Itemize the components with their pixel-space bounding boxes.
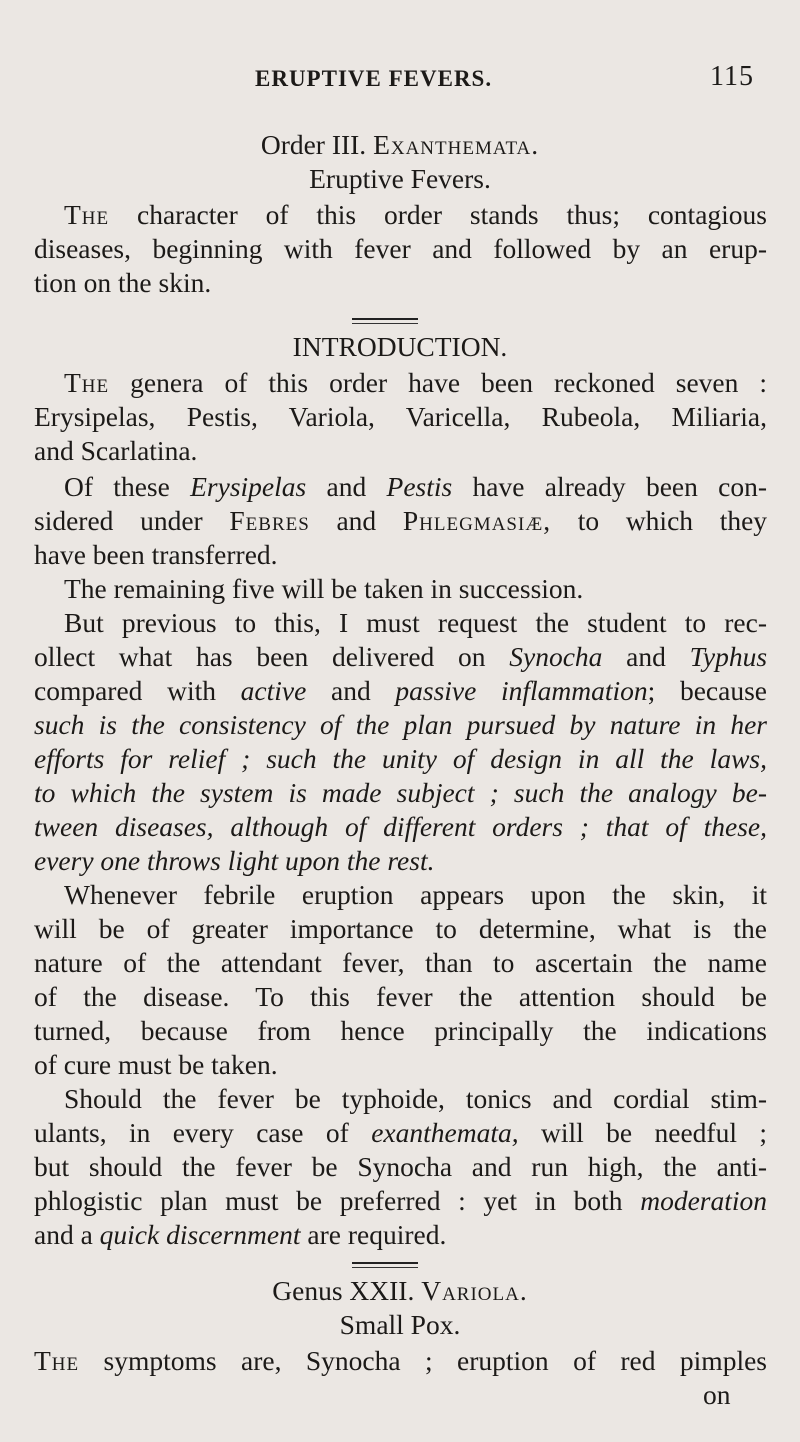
text-line — [64, 366, 767, 400]
italic-term: Pestis — [386, 471, 453, 502]
line-text: and — [336, 505, 377, 536]
order-prefix: Order III. — [260, 129, 367, 160]
text-line: turned, because from hence principally the indications — [34, 1015, 767, 1046]
line-text: ollect what has been delivered on — [34, 641, 486, 672]
italic-term: passive inflammation — [395, 675, 648, 706]
line-text: ulants, in every case of — [34, 1117, 349, 1148]
text-line — [34, 674, 767, 708]
italic-term: active — [240, 675, 307, 706]
italic-term: Typhus — [689, 641, 768, 672]
text-line: The remaining five will be taken in succession. — [64, 573, 584, 604]
line-text: are required. — [307, 1219, 447, 1250]
text-line — [64, 470, 767, 504]
line-text: character of this order stands thus; contagious — [137, 199, 767, 230]
line-text: and — [326, 471, 367, 502]
italic-line: every one throws light upon the rest. — [34, 845, 435, 876]
line-text: compared with — [34, 675, 216, 706]
genus-heading — [0, 1274, 800, 1308]
text-line — [34, 708, 767, 742]
catchword: on — [703, 1379, 731, 1410]
text-line: but should the fever be Synocha and run high, the anti- — [34, 1151, 767, 1182]
smallcaps-term: Phlegmasiæ, — [402, 505, 552, 536]
italic-term: quick discernment — [99, 1219, 301, 1250]
order-heading — [0, 128, 800, 162]
order-subtitle: Eruptive Fevers. — [309, 163, 491, 194]
italic-line: such is the consistency of the plan pursued by nature in her — [34, 709, 767, 740]
drop-word: The — [64, 199, 110, 230]
text-line — [34, 1116, 767, 1150]
text-line — [34, 640, 767, 674]
italic-line: tween diseases, although of different orders ; that of these, — [34, 811, 767, 842]
text-line — [34, 742, 767, 776]
line-text: have already been con- — [472, 471, 768, 502]
line-text: symptoms are, Synocha ; eruption of red pimples — [103, 1345, 767, 1376]
section-rule — [352, 318, 418, 320]
text-line: have been transferred. — [34, 539, 278, 570]
italic-line: efforts for relief ; such the unity of design in all the laws, — [34, 743, 767, 774]
text-line: Erysipelas, Pestis, Variola, Varicella, Rubeola, Miliaria, — [34, 401, 767, 432]
line-text: sidered under — [34, 505, 203, 536]
text-line: nature of the attendant fever, than to ascertain the name — [34, 947, 767, 978]
text-line: Whenever febrile eruption appears upon the skin, it — [64, 879, 767, 910]
text-line — [34, 844, 767, 878]
text-line — [34, 1184, 767, 1218]
line-text: to which they — [577, 505, 768, 536]
text-line: Should the fever be typhoide, tonics and cordial stim- — [64, 1083, 767, 1114]
line-text: will be needful ; — [540, 1117, 767, 1148]
genus-name: Variola. — [421, 1275, 528, 1306]
text-line: and Scarlatina. — [34, 435, 198, 466]
line-text: and a — [34, 1219, 93, 1250]
line-text: and — [330, 675, 371, 706]
text-line — [64, 198, 767, 232]
line-text: genera of this order have been reckoned seven : — [130, 367, 768, 398]
text-line: diseases, beginning with fever and followed by an erup- — [34, 233, 767, 264]
italic-term: exanthemata, — [371, 1117, 519, 1148]
text-line — [34, 1218, 767, 1252]
section-rule — [352, 1262, 418, 1264]
drop-word: The — [64, 367, 110, 398]
text-line — [34, 810, 767, 844]
line-text: ; because — [647, 675, 768, 706]
italic-term: Synocha — [509, 641, 603, 672]
line-text: Of these — [64, 471, 170, 502]
page-number: 115 — [710, 61, 754, 92]
text-line: of the disease. To this fever the attention should be — [34, 981, 767, 1012]
text-line: will be of greater importance to determine, what is the — [34, 913, 767, 944]
italic-term: moderation — [640, 1185, 768, 1216]
running-title: ERUPTIVE FEVERS. — [255, 66, 493, 91]
genus-prefix: Genus XXII. — [272, 1275, 415, 1306]
italic-term: Erysipelas — [190, 471, 307, 502]
introduction-heading: INTRODUCTION. — [292, 331, 508, 362]
drop-word: The — [34, 1345, 80, 1376]
text-line — [34, 504, 767, 538]
text-line: of cure must be taken. — [34, 1049, 278, 1080]
italic-line: to which the system is made subject ; such the analogy be- — [34, 777, 767, 808]
section-rule — [352, 323, 418, 324]
section-rule — [352, 1267, 418, 1268]
line-text: phlogistic plan must be preferred : yet in both — [34, 1185, 623, 1216]
order-name: Exanthemata. — [373, 129, 540, 160]
text-line: But previous to this, I must request the student to rec- — [64, 607, 767, 638]
line-text: and — [626, 641, 666, 672]
text-line: tion on the skin. — [34, 267, 212, 298]
text-line — [34, 1344, 767, 1378]
smallcaps-term: Febres — [229, 505, 310, 536]
genus-subtitle: Small Pox. — [339, 1309, 461, 1340]
text-line — [34, 776, 767, 810]
